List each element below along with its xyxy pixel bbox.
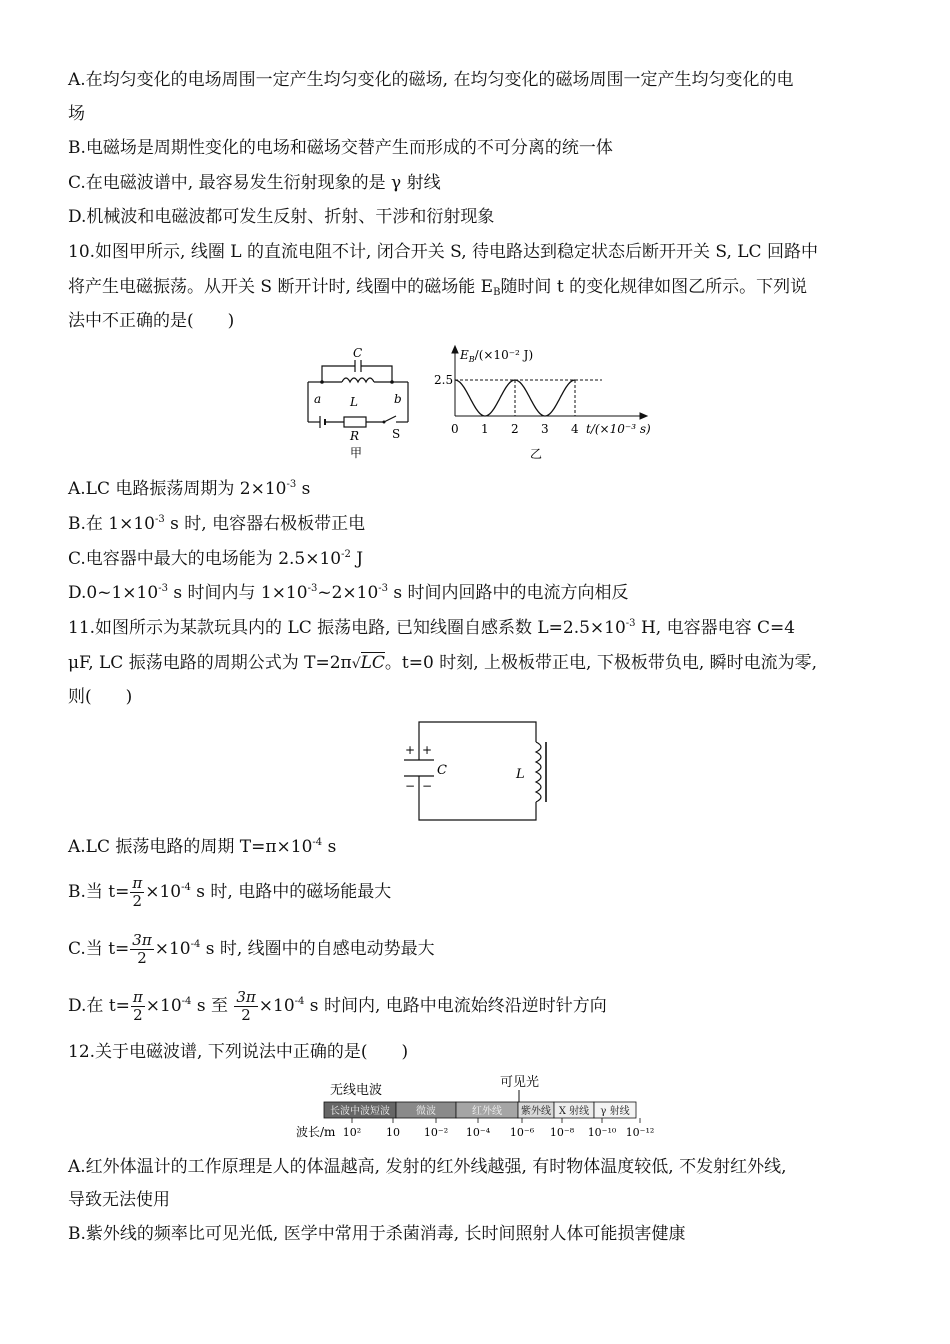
jia-label-c: C — [353, 346, 363, 360]
q11-minus-left: − — [405, 779, 416, 793]
spectrum-tick-label: 10⁻⁴ — [465, 1126, 491, 1139]
q12-spectrum-figure — [296, 1072, 666, 1144]
yi-caption: 乙 — [530, 447, 543, 461]
jia-label-b: b — [394, 392, 402, 406]
q10-stem-line2: 将产生电磁振荡。从开关 S 断开计时, 线圈中的磁场能 $E_B$随时间 t 的变化规律如图乙所示。下列说 — [68, 277, 808, 298]
q12-option-a-line2: 导致无法使用 — [68, 1190, 170, 1210]
jia-label-a: a — [314, 392, 322, 406]
spectrum-band-label: 长波中波短波 — [330, 1106, 390, 1117]
q9-option-a-line1: A.在均匀变化的电场周围一定产生均匀变化的磁场, 在均匀变化的磁场周围一定产生均匀变化的电 — [68, 70, 794, 90]
spectrum-tick-label: 10⁻⁸ — [549, 1126, 575, 1139]
q9-option-c: C.在电磁波谱中, 最容易发生衍射现象的是 γ 射线 — [68, 173, 441, 193]
q11-plus-left: + — [405, 743, 416, 757]
yi-xtick: 0 — [451, 422, 459, 436]
yi-xtick: 1 — [481, 422, 489, 436]
jia-caption: 甲 — [350, 446, 363, 460]
spectrum-tick-label: 10⁻¹⁰ — [587, 1126, 617, 1139]
q9-option-b: B.电磁场是周期性变化的电场和磁场交替产生而形成的不可分离的统一体 — [68, 138, 613, 158]
jia-label-r: R — [350, 429, 360, 443]
q10-graph-figure-yi — [430, 344, 656, 464]
yi-xtick: 2 — [511, 422, 519, 436]
q9-option-d: D.机械波和电磁波都可发生反射、折射、干涉和衍射现象 — [68, 207, 495, 227]
spectrum-band-label: 紫外线 — [521, 1106, 551, 1117]
q12-option-b: B.紫外线的频率比可见光低, 医学中常用于杀菌消毒, 长时间照射人体可能损害健康 — [68, 1224, 686, 1244]
q10-option-d: $D.0\sim 1\times 10^{-3}$ s 时间内与 $1\times 10^{-3}\sim 2\times 10^{-3}$ s 时间内回路中的电流方向相反 — [68, 583, 629, 603]
spectrum-band-label: γ 射线 — [600, 1106, 630, 1117]
yi-ytick: 2.5 — [434, 373, 454, 387]
q11-option-a: A.LC 振荡电路的周期 $T=\pi\times 10^{-4}$ s — [68, 837, 337, 857]
yi-xtick: 4 — [571, 422, 579, 436]
spectrum-tick-label: 10 — [386, 1126, 400, 1139]
yi-xlabel: t/(×10⁻³ s) — [586, 422, 651, 436]
q10-stem-line1: 10.如图甲所示, 线圈 L 的直流电阻不计, 闭合开关 S, 待电路达到稳定状态后断开开关 S, LC 回路中 — [68, 242, 818, 262]
q10-circuit-figure-jia — [300, 344, 430, 462]
q10-option-c: C.电容器中最大的电场能为 $2.5\times 10^{-2}$ J — [68, 549, 364, 569]
q11-option-b: B.当 t= $\frac{\pi}{2}$ $\times 10^{-4}$ s 时, 电路中的磁场能最大 — [68, 874, 392, 910]
q11-stem-line3: 则( ) — [68, 687, 133, 707]
q11-label-c: C — [437, 763, 447, 778]
q11-stem-line2: μF, LC 振荡电路的周期公式为 T=2π√LC。t=0 时刻, 上极板带正电, 下极板带负电, 瞬时电流为零, — [68, 653, 818, 673]
spectrum-axis-label: 波长/m — [296, 1125, 336, 1139]
q11-lc-circuit-figure — [395, 716, 565, 828]
q11-option-d: D.在 t= $\frac{\pi}{2}$ $\times 10^{-4}$ s 至 $\frac{3\pi}{2}$ $\times 10^{-4}$ s 时间内, 电路中电流始终沿逆时针方向 — [68, 988, 607, 1024]
yi-ylabel: $E_B/(\times 10^{-2}$ J) — [460, 348, 534, 364]
q10-stem-line3: 法中不正确的是( ) — [68, 311, 235, 331]
spectrum-tick-label: 10⁻¹² — [625, 1126, 655, 1139]
q9-option-a-line2: 场 — [68, 104, 85, 124]
jia-label-s: S — [392, 427, 401, 441]
spectrum-tick-label: 10⁻² — [423, 1126, 449, 1139]
yi-xtick: 3 — [541, 422, 549, 436]
q11-option-c: C.当 t= $\frac{3\pi}{2}$ $\times 10^{-4}$ s 时, 线圈中的自感电动势最大 — [68, 931, 435, 967]
spectrum-band-label: 红外线 — [472, 1106, 502, 1117]
spectrum-label-visible: 可见光 — [500, 1075, 540, 1090]
spectrum-tick-label: 10⁻⁶ — [509, 1126, 535, 1139]
spectrum-band-label: 微波 — [416, 1106, 436, 1117]
spectrum-tick-label: 10² — [342, 1126, 362, 1139]
q12-stem: 12.关于电磁波谱, 下列说法中正确的是( ) — [68, 1042, 409, 1062]
spectrum-label-radio: 无线电波 — [330, 1083, 383, 1098]
jia-label-l: L — [350, 395, 358, 409]
q11-minus-right: − — [422, 779, 433, 793]
q10-option-b: B.在 $1\times 10^{-3}$ s 时, 电容器右极板带正电 — [68, 514, 366, 534]
q11-label-l: L — [516, 767, 525, 782]
q11-plus-right: + — [422, 743, 433, 757]
q10-option-a: A.LC 电路振荡周期为 $2\times 10^{-3}$ s — [68, 479, 311, 499]
q12-option-a-line1: A.红外体温计的工作原理是人的体温越高, 发射的红外线越强, 有时物体温度较低, 不发射红外线, — [68, 1157, 787, 1177]
spectrum-band-label: X 射线 — [558, 1106, 590, 1117]
q11-stem-line1: 11.如图所示为某款玩具内的 LC 振荡电路, 已知线圈自感系数 $L=2.5\times 10^{-3}$ H, 电容器电容 C=4 — [68, 618, 796, 638]
